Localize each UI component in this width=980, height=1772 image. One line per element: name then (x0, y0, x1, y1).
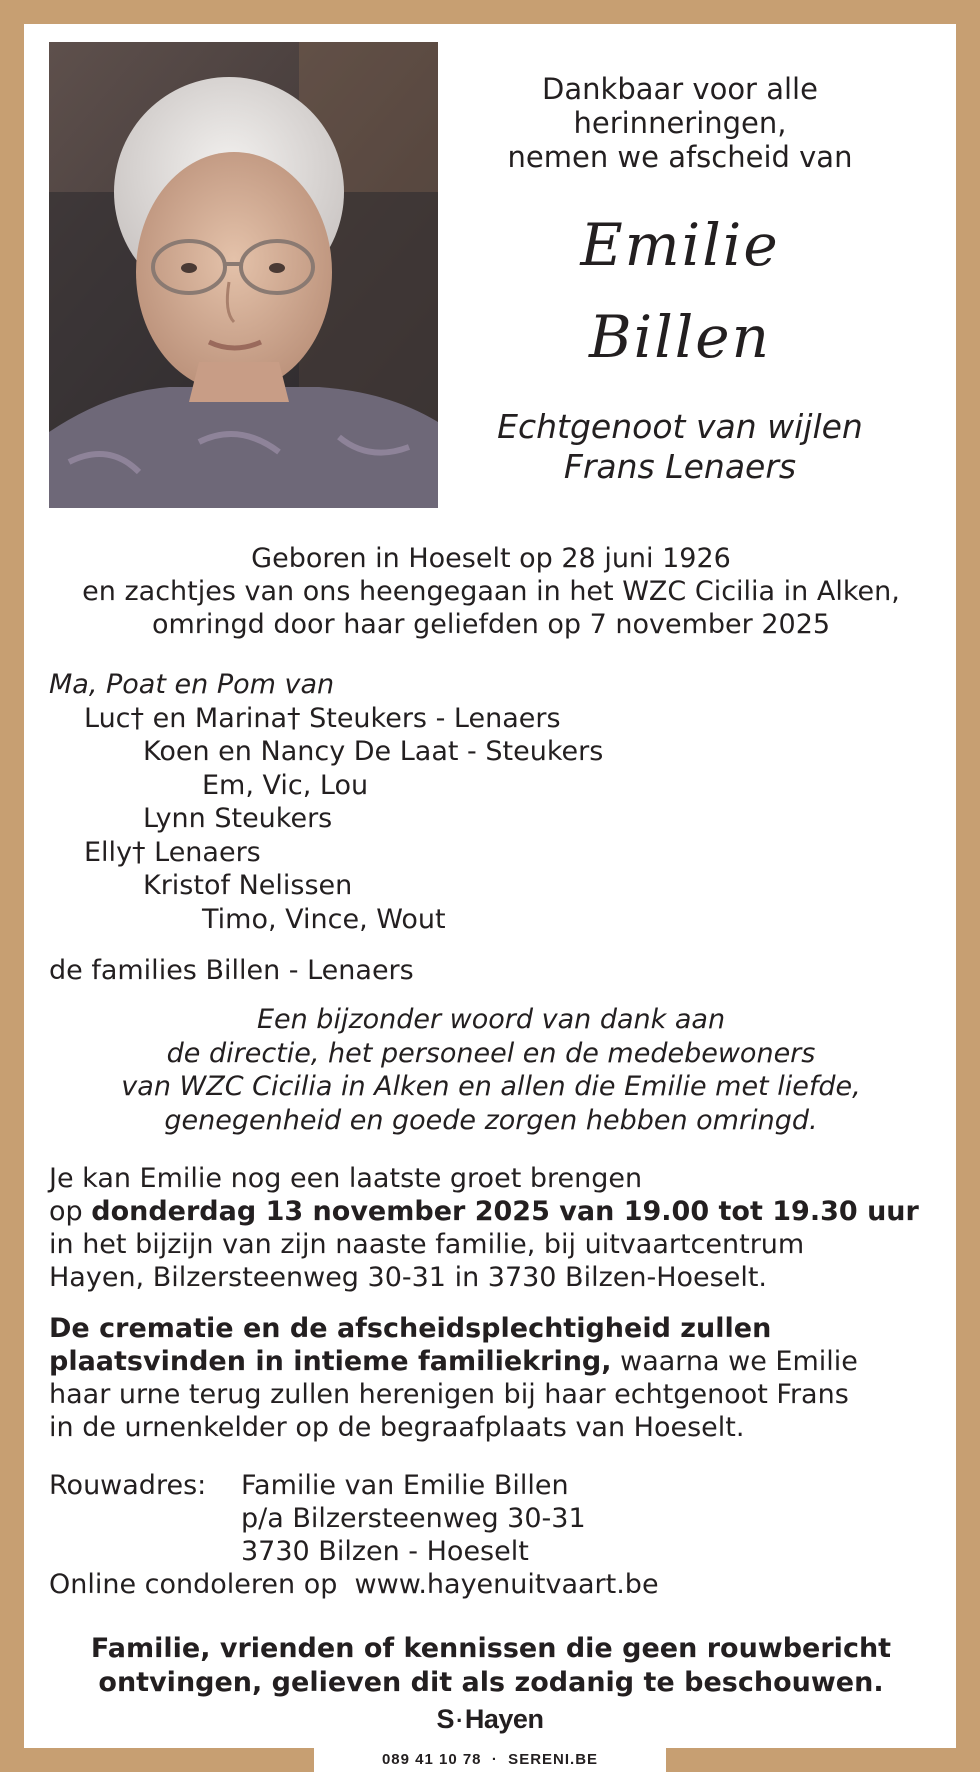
family-list (49, 668, 933, 936)
address-row (49, 1535, 933, 1568)
intro-line: herinneringen, (573, 106, 787, 140)
born-line: omringd door haar geliefden op 7 november 2025 (151, 609, 831, 640)
spouse-text (470, 407, 890, 487)
address-row (49, 1469, 933, 1502)
address-row (49, 1502, 933, 1535)
thanks-line: genegenheid en goede zorgen hebben omringd. (164, 1104, 818, 1136)
family-member: Em, Vic, Lou (202, 769, 369, 801)
born-line: Geboren in Hoeselt op 28 juni 1926 (251, 543, 731, 574)
obituary-card (24, 24, 956, 1748)
birth-death-text (49, 542, 933, 641)
thanks-line: de directie, het personeel en de medebewoners (166, 1037, 816, 1069)
address-line: p/a Bilzersteenweg 30-31 (241, 1503, 586, 1534)
family-member: Kristof Nelissen (143, 870, 353, 901)
thanks-text (49, 1003, 933, 1137)
thanks-line: van WZC Cicilia in Alken en allen die Emilie met liefde, (121, 1071, 861, 1102)
logo-dot: · (456, 1708, 463, 1733)
closing-note (49, 1632, 933, 1700)
hayen-logo (0, 1704, 980, 1735)
family-lead: Ma, Poat en Pom van (49, 669, 335, 700)
family-member: Lynn Steukers (143, 803, 333, 834)
closing-line: ontvingen, gelieven dit als zodanig te beschouwen. (98, 1667, 884, 1698)
extended-families: de families Billen - Lenaers (49, 955, 414, 986)
family-member: Koen en Nancy De Laat - Steukers (143, 736, 604, 767)
cremation-rest: waarna we Emilie (611, 1346, 858, 1377)
family-member: Luc† en Marina† Steukers - Lenaers (84, 702, 561, 734)
visit-prefix: op (49, 1196, 92, 1227)
portrait-photo (49, 42, 438, 508)
logo-s: S (436, 1704, 455, 1734)
mourning-address (49, 1469, 933, 1601)
last-name: Billen (589, 303, 771, 371)
closing-line: Familie, vrienden of kennissen die geen rouwbericht (90, 1633, 892, 1664)
intro-line: nemen we afscheid van (507, 140, 853, 174)
portrait-illustration (49, 42, 438, 508)
visit-line (49, 1195, 939, 1228)
visitation-text (49, 1162, 939, 1294)
spouse-line: Frans Lenaers (563, 447, 797, 486)
address-spacer (49, 1535, 241, 1568)
cremation-bold: plaatsvinden in intieme familiekring, (49, 1346, 612, 1377)
visit-line: Je kan Emilie nog een laatste groet brengen (49, 1163, 643, 1194)
family-member: Timo, Vince, Wout (202, 903, 446, 935)
thanks-line: Een bijzonder woord van dank aan (256, 1004, 726, 1035)
cremation-line: in de urnenkelder op de begraafplaats van Hoeselt. (49, 1412, 745, 1443)
logo-brand: Hayen (464, 1704, 544, 1734)
address-label: Rouwadres: (49, 1470, 207, 1501)
cremation-line: haar urne terug zullen herenigen bij haar echtgenoot Frans (49, 1379, 849, 1410)
first-name: Emilie (580, 211, 780, 279)
footer-contact: 089 41 10 78 · SERENI.BE (314, 1747, 666, 1772)
intro-line: Dankbaar voor alle (542, 72, 818, 106)
family-member: Elly† Lenaers (84, 836, 261, 868)
address-spacer (49, 1502, 241, 1535)
born-line: en zachtjes van ons heengegaan in het WZC Cicilia in Alken, (82, 576, 900, 607)
cremation-text (49, 1312, 949, 1444)
cremation-line (49, 1345, 949, 1378)
spouse-line: Echtgenoot van wijlen (497, 407, 863, 446)
address-line: Familie van Emilie Billen (241, 1470, 569, 1501)
online-condolence[interactable]: Online condoleren op www.hayenuitvaart.be (49, 1569, 659, 1600)
visit-line: in het bijzijn van zijn naaste familie, bij uitvaartcentrum (49, 1229, 805, 1260)
visit-line: Hayen, Bilzersteenweg 30-31 in 3730 Bilzen-Hoeselt. (49, 1262, 768, 1293)
cremation-line: De crematie en de afscheidsplechtigheid zullen (49, 1313, 772, 1344)
deceased-name (470, 199, 890, 383)
visit-datetime: donderdag 13 november 2025 van 19.00 tot 19.30 uur (91, 1196, 919, 1227)
address-line: 3730 Bilzen - Hoeselt (241, 1536, 529, 1567)
intro-text (470, 72, 890, 174)
